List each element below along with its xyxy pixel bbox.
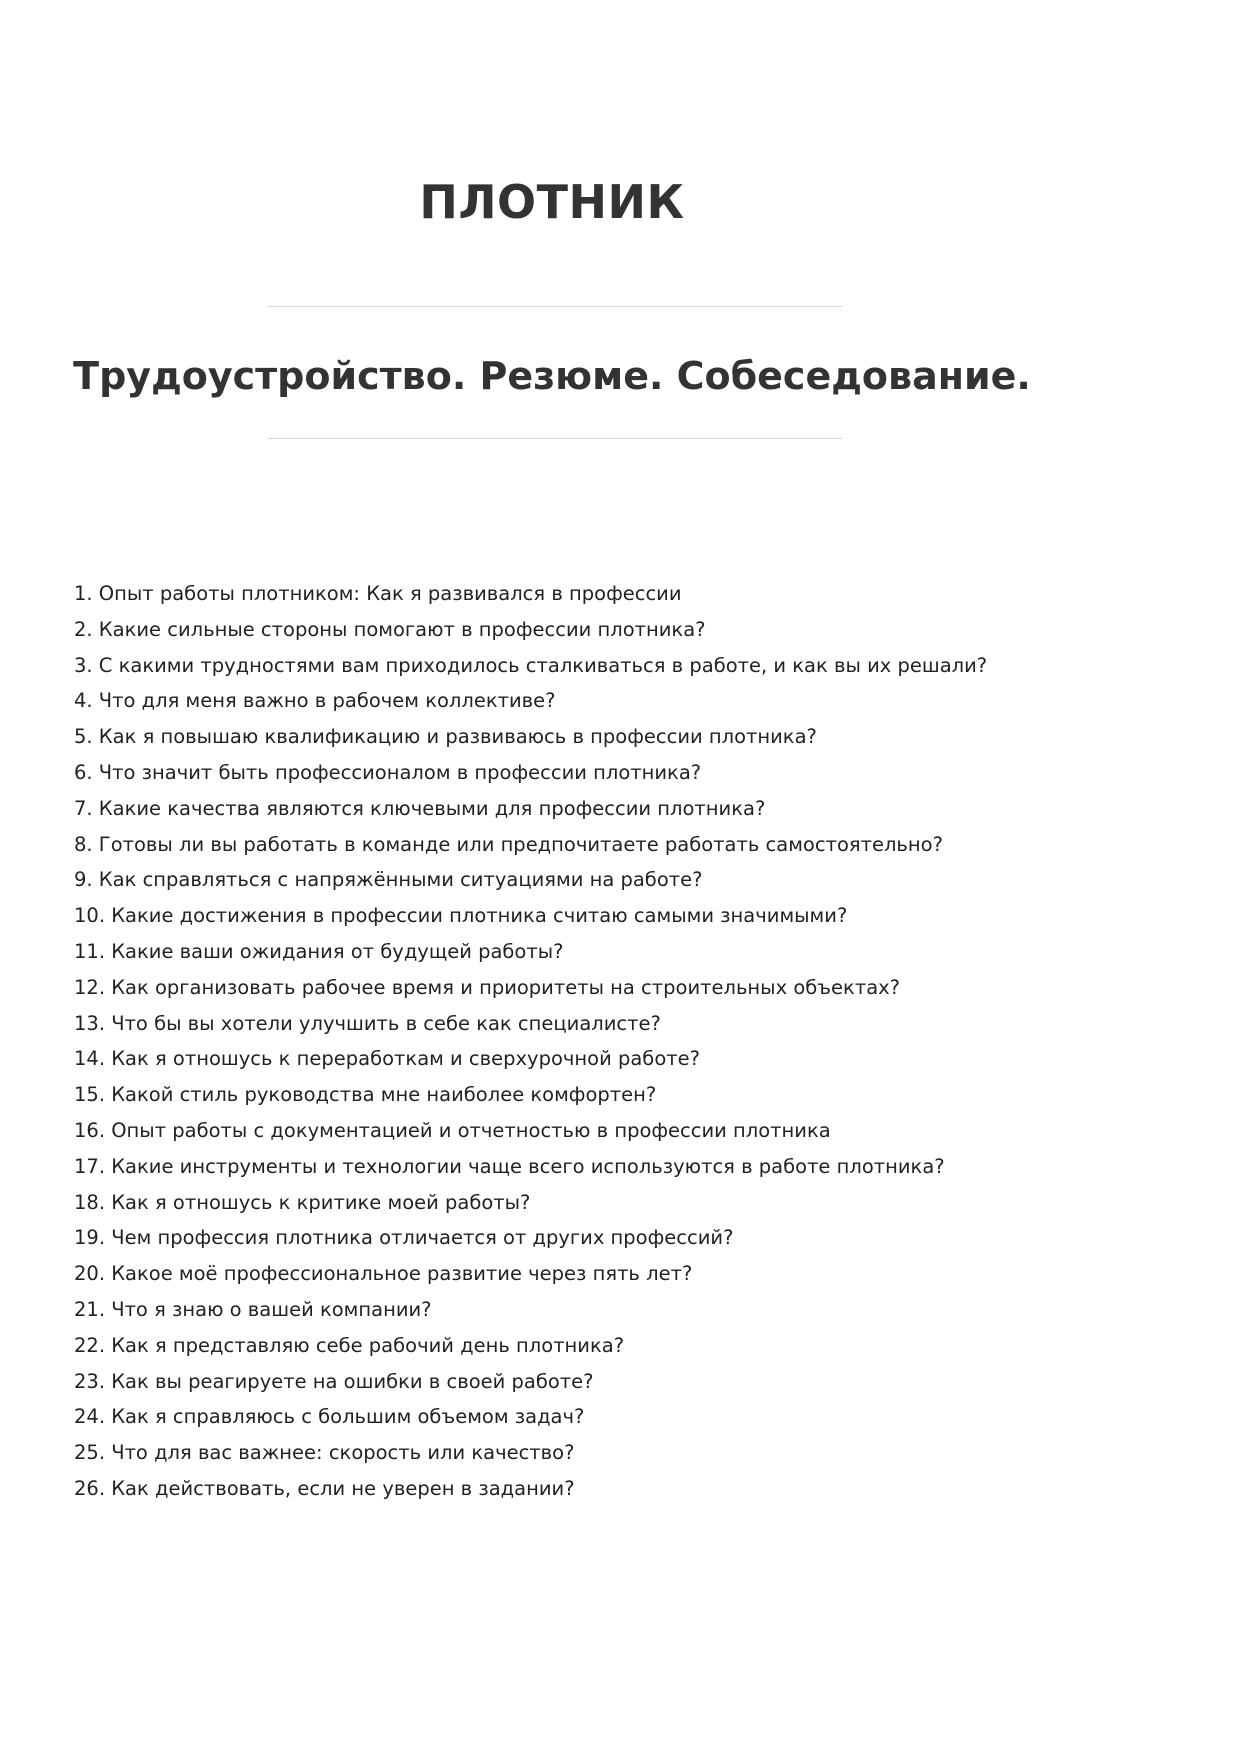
question-item: 26. Как действовать, если не уверен в задании?: [74, 1476, 575, 1500]
question-item: 21. Что я знаю о вашей компании?: [74, 1297, 432, 1321]
question-item: 10. Какие достижения в профессии плотника считаю самыми значимыми?: [74, 904, 848, 928]
question-item: 20. Какое моё профессиональное развитие через пять лет?: [74, 1262, 693, 1286]
question-item: 9. Как справляться с напряжёнными ситуациями на работе?: [74, 868, 703, 892]
question-item: 23. Как вы реагируете на ошибки в своей работе?: [74, 1369, 594, 1393]
question-item: 1. Опыт работы плотником: Как я развивался в профессии: [74, 582, 682, 605]
question-item: 8. Готовы ли вы работать в команде или предпочитаете работать самостоятельно?: [74, 832, 943, 856]
question-item: 12. Как организовать рабочее время и приоритеты на строительных объектах?: [74, 975, 901, 999]
question-item: 22. Как я представляю себе рабочий день плотника?: [74, 1333, 625, 1357]
page-subtitle: Трудоустройство. Резюме. Собеседование.: [73, 354, 1031, 398]
question-item: 15. Какой стиль руководства мне наиболее комфортен?: [74, 1083, 657, 1107]
question-item: 4. Что для меня важно в рабочем коллективе?: [74, 689, 556, 713]
question-item: 17. Какие инструменты и технологии чаще всего используются в работе плотника?: [74, 1154, 945, 1178]
question-item: 14. Как я отношусь к переработкам и сверхурочной работе?: [74, 1047, 700, 1071]
question-list: [74, 576, 1054, 1507]
question-item: 16. Опыт работы с документацией и отчетностью в профессии плотника: [74, 1118, 831, 1142]
question-item: 13. Что бы вы хотели улучшить в себе как специалисте?: [74, 1011, 661, 1035]
question-item: 24. Как я справляюсь с большим объемом задач?: [74, 1405, 585, 1429]
question-item: 5. Как я повышаю квалификацию и развиваюсь в профессии плотника?: [74, 725, 817, 749]
question-item: 18. Как я отношусь к критике моей работы?: [74, 1190, 531, 1214]
question-item: 11. Какие ваши ожидания от будущей работы?: [74, 939, 564, 963]
title-divider-top: [267, 306, 842, 307]
question-item: 3. С какими трудностями вам приходилось сталкиваться в работе, и как вы их решали?: [74, 653, 988, 677]
page-title: ПЛОТНИК: [419, 175, 685, 229]
question-item: 2. Какие сильные стороны помогают в профессии плотника?: [74, 617, 706, 641]
question-item: 19. Чем профессия плотника отличается от других профессий?: [74, 1226, 734, 1250]
question-item: 25. Что для вас важнее: скорость или качество?: [74, 1441, 575, 1465]
title-divider-bottom: [267, 438, 842, 439]
question-item: 6. Что значит быть профессионалом в профессии плотника?: [74, 760, 702, 784]
question-item: 7. Какие качества являются ключевыми для профессии плотника?: [74, 796, 766, 820]
